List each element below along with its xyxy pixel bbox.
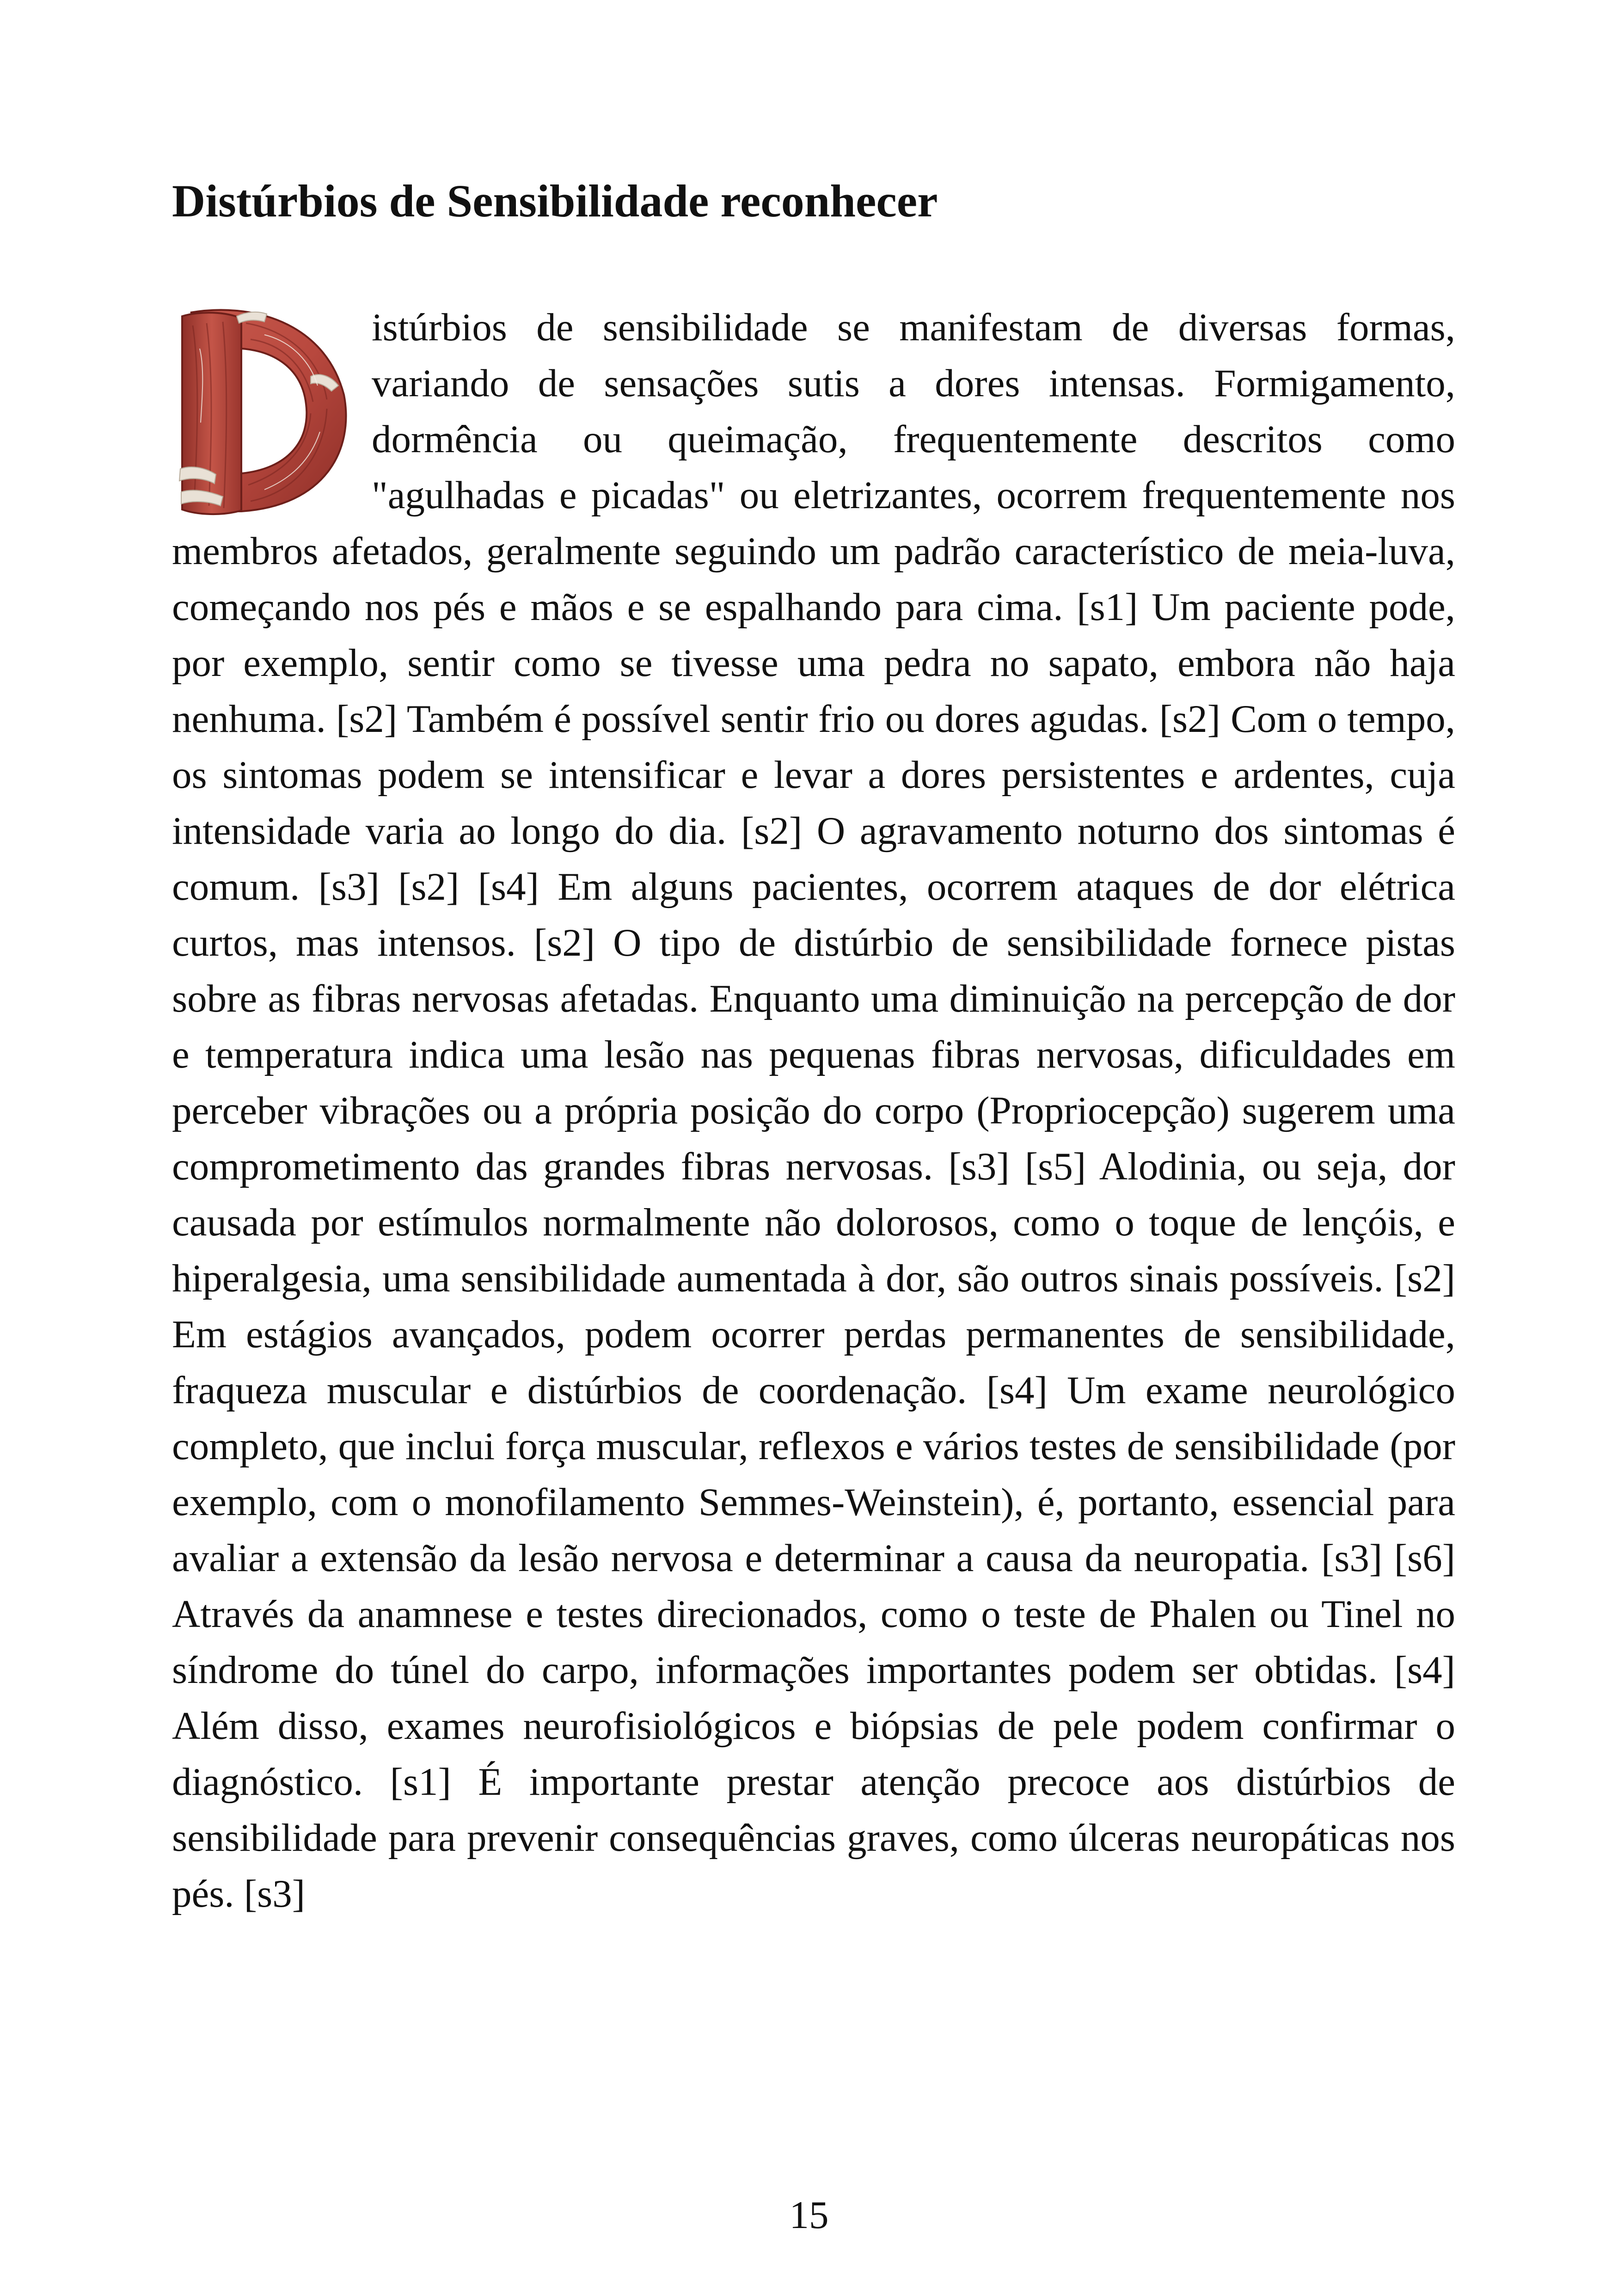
muscle-letter-d-icon [172, 302, 352, 522]
body-text: istúrbios de sensibilidade se manifestam de diversas formas, variando de sensações sutis a dores intensas. Formigamento, dormência ou queimação, frequentemente descritos como "agulhadas e picadas" ou eletrizantes, ocorrem frequentemente nos membros afetados, geralmente seguindo um padrão característico de meia-luva, começando nos pés e mãos e se espalhando para cima. [s1] Um paciente pode, por exemplo, sentir como se tivesse uma pedra no sapato, embora não haja nenhuma. [s2] Também é possível sentir frio ou dores agudas. [s2] Com o tempo, os sintomas podem se intensificar e levar a dores persistentes e ardentes, cuja intensidade varia ao longo do dia. [s2] O agravamento noturno dos sintomas é comum. [s3] [s2] [s4] Em alguns pacientes, ocorrem ataques de dor elétrica curtos, mas intensos. [s2] O tipo de distúrbio de sensibilidade fornece pistas sobre as fibras nervosas afetadas. Enquanto uma diminuição na percepção de dor e temperatura indica uma lesão nas pequenas fibras nervosas, dificuldades em perceber vibrações ou a própria posição do corpo (Propriocepção) sugerem uma comprometimento das grandes fibras nervosas. [s3] [s5] Alodinia, ou seja, dor causada por estímulos normalmente não dolorosos, como o toque de lençóis, e hiperalgesia, uma sensibilidade aumentada à dor, são outros sinais possíveis. [s2] Em estágios avançados, podem ocorrer perdas permanentes de sensibilidade, fraqueza muscular e distúrbios de coordenação. [s4] Um exame neurológico completo, que inclui força muscular, reflexos e vários testes de sensibilidade (por exemplo, com o monofilamento Semmes-Weinstein), é, portanto, essencial para avaliar a extensão da lesão nervosa e determinar a causa da neuropatia. [s3] [s6] Através da anamnese e testes direcionados, como o teste de Phalen ou Tinel no síndrome do túnel do carpo, informações importantes podem ser obtidas. [s4] Além disso, exames neurofisiológicos e biópsias de pele podem confirmar o diagnóstico. [s1] É importante prestar atenção precoce aos distúrbios de sensibilidade para prevenir consequências graves, como úlceras neuropáticas nos pés. [s3] [172, 306, 1455, 1915]
dropcap-drawing [172, 302, 352, 520]
page-title: Distúrbios de Sensibilidade reconhecer [172, 175, 938, 227]
page-number: 15 [789, 2193, 829, 2237]
body-content [172, 300, 1455, 1922]
